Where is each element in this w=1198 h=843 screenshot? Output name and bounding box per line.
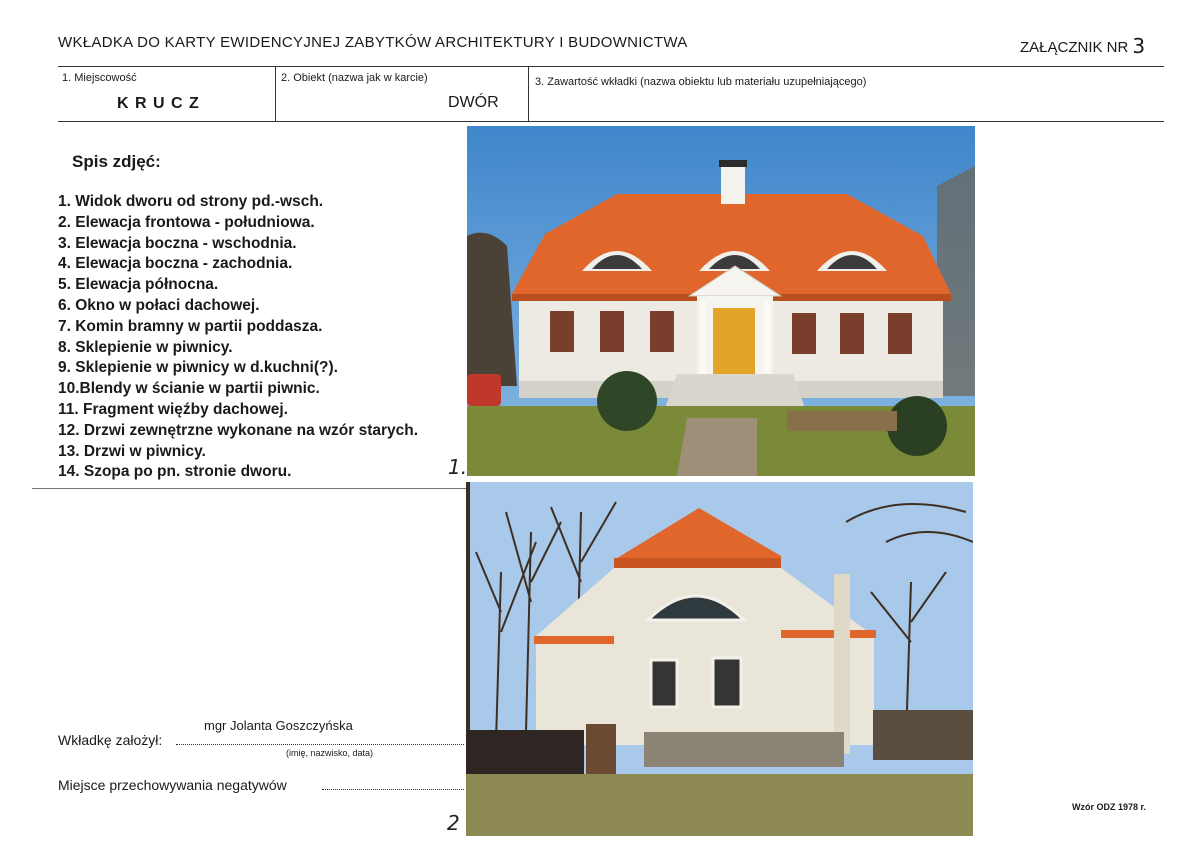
list-item: 11. Fragment więźby dachowej. (58, 400, 288, 418)
author-label: Wkładkę założył: (58, 732, 163, 748)
annex-label (1020, 34, 1145, 58)
annex-number: 3 (1132, 34, 1146, 58)
locality-value: K R U C Z (117, 95, 200, 112)
list-item: 5. Elewacja północna. (58, 276, 219, 294)
list-item: 10.Blendy w ścianie w partii piwnic. (58, 380, 320, 398)
list-item: 6. Okno w połaci dachowej. (58, 296, 260, 314)
annex-label-text: ZAŁĄCZNIK NR (1020, 39, 1129, 56)
author-value: mgr Jolanta Goszczyńska (204, 718, 353, 733)
negatives-label: Miejsce przechowywania negatywów (58, 777, 287, 793)
form-version: Wzór ODZ 1978 r. (1072, 802, 1147, 812)
list-item: 8. Sklepienie w piwnicy. (58, 338, 233, 356)
form-title: WKŁADKA DO KARTY EWIDENCYJNEJ ZABYTKÓW ARCHITEKTURY I BUDOWNICTWA (58, 34, 688, 51)
list-item: 4. Elewacja boczna - zachodnia. (58, 255, 293, 273)
list-item: 9. Sklepienie w piwnicy w d.kuchni(?). (58, 359, 338, 377)
list-item: 3. Elewacja boczna - wschodnia. (58, 234, 297, 252)
photo-number-1: 1. (448, 455, 468, 479)
photo-list (58, 192, 418, 483)
photo-number-2: 2 (447, 811, 460, 835)
list-item: 7. Komin bramny w partii poddasza. (58, 317, 323, 335)
field-divider-1 (275, 66, 276, 121)
header-rule (58, 66, 1164, 67)
fields-bottom-rule (58, 121, 1164, 122)
photo-shed-north (466, 482, 973, 836)
field-divider-2 (528, 66, 529, 121)
object-label: 2. Obiekt (nazwa jak w karcie) (281, 72, 428, 84)
list-bottom-rule (32, 488, 468, 489)
locality-label: 1. Miejscowość (62, 72, 137, 84)
photo-list-title: Spis zdjęć: (72, 152, 161, 171)
list-item: 13. Drzwi w piwnicy. (58, 442, 206, 460)
list-item: 14. Szopa po pn. stronie dworu. (58, 463, 292, 481)
negatives-dotted-line (322, 789, 464, 790)
author-hint: (imię, nazwisko, data) (286, 748, 374, 758)
content-label: 3. Zawartość wkładki (nazwa obiektu lub materiału uzupełniającego) (535, 76, 867, 88)
list-item: 2. Elewacja frontowa - południowa. (58, 213, 315, 231)
list-item: 12. Drzwi zewnętrzne wykonane na wzór starych. (58, 421, 419, 439)
photo-manor-southeast (467, 126, 975, 476)
list-item: 1. Widok dworu od strony pd.-wsch. (58, 193, 324, 210)
object-value: DWÓR (448, 94, 499, 111)
author-dotted-line (176, 744, 464, 745)
